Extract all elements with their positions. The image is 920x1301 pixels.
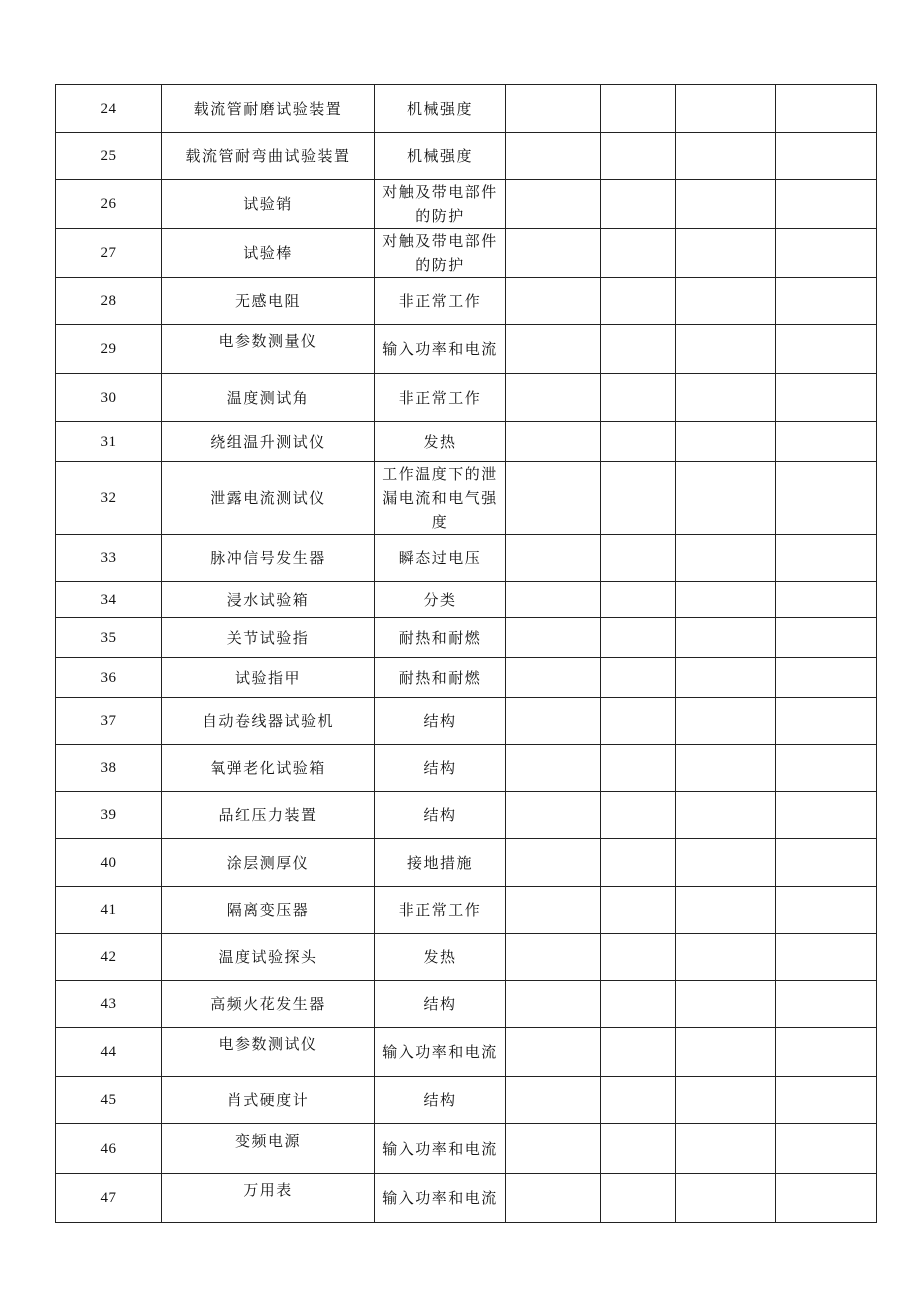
table-row [56, 745, 877, 792]
empty-cell [676, 1077, 776, 1124]
equipment-table-container [55, 84, 876, 1223]
empty-cell [506, 422, 601, 462]
empty-cell [506, 887, 601, 934]
empty-cell [506, 462, 601, 535]
table-row [56, 582, 877, 618]
equipment-name: 自动卷线器试验机 [162, 698, 375, 745]
table-row [56, 1028, 877, 1077]
equipment-name: 载流管耐磨试验装置 [162, 85, 375, 133]
empty-cell [601, 745, 676, 792]
row-number: 38 [56, 745, 162, 792]
table-row [56, 325, 877, 374]
empty-cell [506, 839, 601, 887]
row-number: 31 [56, 422, 162, 462]
equipment-name: 肖式硬度计 [162, 1077, 375, 1124]
empty-cell [776, 582, 877, 618]
empty-cell [601, 535, 676, 582]
empty-cell [601, 1124, 676, 1174]
empty-cell [506, 535, 601, 582]
empty-cell [676, 462, 776, 535]
test-item: 机械强度 [375, 85, 506, 133]
equipment-name-text: 电参数测量仪 [218, 332, 318, 350]
row-number: 32 [56, 462, 162, 535]
equipment-name: 温度试验探头 [162, 934, 375, 981]
table-row [56, 887, 877, 934]
empty-cell [776, 535, 877, 582]
table-row [56, 133, 877, 180]
row-number: 33 [56, 535, 162, 582]
table-row [56, 981, 877, 1028]
equipment-name: 无感电阻 [162, 278, 375, 325]
empty-cell [676, 1124, 776, 1174]
equipment-name-text: 万用表 [243, 1181, 293, 1199]
table-row [56, 374, 877, 422]
test-item: 机械强度 [375, 133, 506, 180]
row-number: 30 [56, 374, 162, 422]
table-row [56, 180, 877, 229]
empty-cell [601, 1028, 676, 1077]
equipment-name: 隔离变压器 [162, 887, 375, 934]
test-item: 输入功率和电流 [375, 1174, 506, 1223]
row-number: 35 [56, 618, 162, 658]
empty-cell [676, 374, 776, 422]
test-item: 耐热和耐燃 [375, 658, 506, 698]
empty-cell [676, 85, 776, 133]
test-item: 非正常工作 [375, 887, 506, 934]
empty-cell [506, 1174, 601, 1223]
empty-cell [776, 422, 877, 462]
empty-cell [601, 658, 676, 698]
table-row [56, 658, 877, 698]
table-row [56, 1077, 877, 1124]
empty-cell [776, 1077, 877, 1124]
row-number: 47 [56, 1174, 162, 1223]
test-item: 发热 [375, 934, 506, 981]
empty-cell [776, 325, 877, 374]
empty-cell [676, 658, 776, 698]
empty-cell [676, 1028, 776, 1077]
equipment-name: 绕组温升测试仪 [162, 422, 375, 462]
row-number: 34 [56, 582, 162, 618]
empty-cell [676, 133, 776, 180]
empty-cell [776, 887, 877, 934]
empty-cell [506, 1028, 601, 1077]
empty-cell [676, 934, 776, 981]
empty-cell [506, 85, 601, 133]
equipment-name [162, 1028, 375, 1077]
empty-cell [601, 422, 676, 462]
row-number: 42 [56, 934, 162, 981]
empty-cell [676, 422, 776, 462]
test-item: 结构 [375, 745, 506, 792]
empty-cell [776, 1124, 877, 1174]
empty-cell [676, 981, 776, 1028]
equipment-name: 品红压力装置 [162, 792, 375, 839]
table-row [56, 1124, 877, 1174]
empty-cell [776, 658, 877, 698]
equipment-name [162, 325, 375, 374]
empty-cell [776, 133, 877, 180]
empty-cell [601, 618, 676, 658]
row-number: 36 [56, 658, 162, 698]
empty-cell [601, 462, 676, 535]
empty-cell [776, 229, 877, 278]
table-row [56, 698, 877, 745]
empty-cell [506, 745, 601, 792]
empty-cell [676, 839, 776, 887]
test-item: 分类 [375, 582, 506, 618]
empty-cell [506, 1124, 601, 1174]
empty-cell [601, 133, 676, 180]
table-row [56, 462, 877, 535]
empty-cell [601, 698, 676, 745]
empty-cell [506, 582, 601, 618]
empty-cell [601, 1077, 676, 1124]
empty-cell [676, 1174, 776, 1223]
equipment-name [162, 1174, 375, 1223]
empty-cell [601, 374, 676, 422]
empty-cell [776, 618, 877, 658]
equipment-name [162, 1124, 375, 1174]
row-number: 24 [56, 85, 162, 133]
equipment-name: 载流管耐弯曲试验装置 [162, 133, 375, 180]
equipment-name: 氧弹老化试验箱 [162, 745, 375, 792]
empty-cell [776, 792, 877, 839]
empty-cell [601, 1174, 676, 1223]
equipment-name: 高频火花发生器 [162, 981, 375, 1028]
test-item: 对触及带电部件的防护 [375, 180, 506, 229]
empty-cell [676, 698, 776, 745]
empty-cell [776, 374, 877, 422]
empty-cell [601, 229, 676, 278]
empty-cell [776, 85, 877, 133]
empty-cell [506, 698, 601, 745]
table-row [56, 229, 877, 278]
empty-cell [676, 618, 776, 658]
row-number: 39 [56, 792, 162, 839]
empty-cell [776, 698, 877, 745]
empty-cell [776, 934, 877, 981]
test-item: 耐热和耐燃 [375, 618, 506, 658]
empty-cell [776, 1174, 877, 1223]
empty-cell [601, 934, 676, 981]
test-item: 输入功率和电流 [375, 1028, 506, 1077]
table-row [56, 618, 877, 658]
empty-cell [506, 618, 601, 658]
equipment-name: 试验棒 [162, 229, 375, 278]
table-row [56, 85, 877, 133]
test-item: 发热 [375, 422, 506, 462]
test-item: 结构 [375, 698, 506, 745]
equipment-table [55, 84, 877, 1223]
empty-cell [506, 229, 601, 278]
row-number: 26 [56, 180, 162, 229]
empty-cell [601, 325, 676, 374]
empty-cell [676, 792, 776, 839]
empty-cell [676, 229, 776, 278]
row-number: 27 [56, 229, 162, 278]
test-item: 结构 [375, 1077, 506, 1124]
empty-cell [601, 887, 676, 934]
test-item: 非正常工作 [375, 374, 506, 422]
table-row [56, 839, 877, 887]
row-number: 29 [56, 325, 162, 374]
equipment-name: 试验销 [162, 180, 375, 229]
empty-cell [506, 133, 601, 180]
empty-cell [506, 792, 601, 839]
row-number: 43 [56, 981, 162, 1028]
equipment-name: 脉冲信号发生器 [162, 535, 375, 582]
empty-cell [506, 325, 601, 374]
empty-cell [776, 981, 877, 1028]
empty-cell [676, 535, 776, 582]
empty-cell [676, 887, 776, 934]
test-item: 接地措施 [375, 839, 506, 887]
table-row [56, 934, 877, 981]
test-item: 结构 [375, 792, 506, 839]
empty-cell [776, 839, 877, 887]
equipment-name: 泄露电流测试仪 [162, 462, 375, 535]
empty-cell [506, 658, 601, 698]
empty-cell [601, 582, 676, 618]
empty-cell [776, 278, 877, 325]
equipment-name: 关节试验指 [162, 618, 375, 658]
test-item: 输入功率和电流 [375, 325, 506, 374]
empty-cell [776, 745, 877, 792]
row-number: 44 [56, 1028, 162, 1077]
test-item: 工作温度下的泄漏电流和电气强度 [375, 462, 506, 535]
test-item: 结构 [375, 981, 506, 1028]
empty-cell [601, 792, 676, 839]
empty-cell [601, 85, 676, 133]
row-number: 45 [56, 1077, 162, 1124]
empty-cell [676, 745, 776, 792]
empty-cell [506, 278, 601, 325]
empty-cell [776, 1028, 877, 1077]
table-row [56, 278, 877, 325]
equipment-name: 试验指甲 [162, 658, 375, 698]
row-number: 28 [56, 278, 162, 325]
empty-cell [601, 981, 676, 1028]
empty-cell [601, 278, 676, 325]
table-row [56, 422, 877, 462]
test-item: 输入功率和电流 [375, 1124, 506, 1174]
row-number: 46 [56, 1124, 162, 1174]
table-row [56, 792, 877, 839]
row-number: 37 [56, 698, 162, 745]
row-number: 25 [56, 133, 162, 180]
empty-cell [676, 582, 776, 618]
empty-cell [776, 462, 877, 535]
equipment-name: 浸水试验箱 [162, 582, 375, 618]
empty-cell [601, 839, 676, 887]
equipment-name-text: 变频电源 [234, 1131, 301, 1150]
table-row [56, 1174, 877, 1223]
empty-cell [676, 180, 776, 229]
equipment-name-text: 电参数测试仪 [218, 1035, 318, 1053]
empty-cell [506, 981, 601, 1028]
empty-cell [676, 325, 776, 374]
test-item: 瞬态过电压 [375, 535, 506, 582]
row-number: 40 [56, 839, 162, 887]
empty-cell [506, 374, 601, 422]
empty-cell [676, 278, 776, 325]
empty-cell [776, 180, 877, 229]
equipment-name: 涂层测厚仪 [162, 839, 375, 887]
row-number: 41 [56, 887, 162, 934]
empty-cell [506, 1077, 601, 1124]
empty-cell [506, 180, 601, 229]
test-item: 非正常工作 [375, 278, 506, 325]
test-item: 对触及带电部件的防护 [375, 229, 506, 278]
table-row [56, 535, 877, 582]
empty-cell [601, 180, 676, 229]
equipment-name: 温度测试角 [162, 374, 375, 422]
empty-cell [506, 934, 601, 981]
